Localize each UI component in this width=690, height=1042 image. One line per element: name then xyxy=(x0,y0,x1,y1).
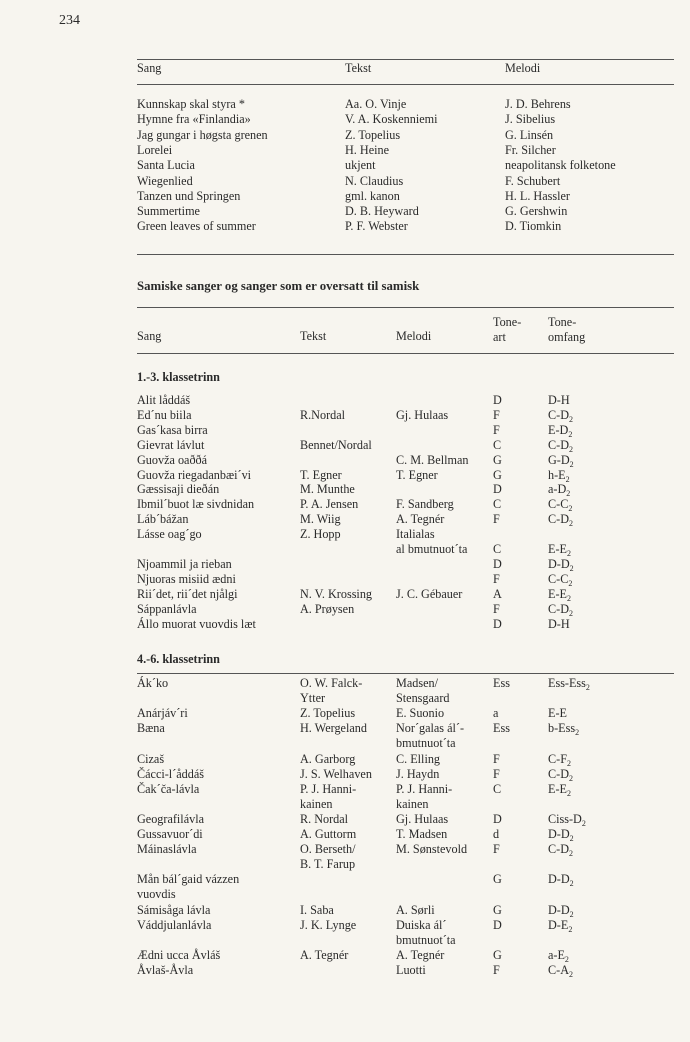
key: F xyxy=(493,512,500,527)
table2-header-text: Tekst xyxy=(300,329,327,343)
table2-header-key-line1: Tone- xyxy=(493,315,522,329)
song-title: Anárjáv´ri xyxy=(137,706,188,721)
tone-range xyxy=(548,812,586,827)
lyricist: N. V. Krossing xyxy=(300,586,373,601)
tone-range xyxy=(548,918,572,933)
tone-range xyxy=(548,948,569,963)
composer: G. Gershwin xyxy=(505,204,568,219)
key: G xyxy=(493,467,502,482)
composer: Gj. Hulaas xyxy=(396,407,449,422)
tone-range xyxy=(548,542,571,557)
song-title: Green leaves of summer xyxy=(137,219,256,234)
tone-range-text: C-D xyxy=(548,842,569,857)
tone-range xyxy=(548,438,573,453)
table2-header-key-line2: art xyxy=(493,330,506,344)
table-row xyxy=(0,393,690,408)
table-row xyxy=(0,189,690,204)
tone-range-subscript: 2 xyxy=(568,504,573,514)
lyricist: A. Guttorm xyxy=(300,827,357,841)
tone-range-text: b-Ess xyxy=(548,721,576,736)
table-row xyxy=(0,918,690,933)
tone-range-text: C-D xyxy=(548,766,569,781)
tone-range-text: D-D xyxy=(548,872,570,887)
lyricist: Z. Topelius xyxy=(345,127,401,142)
table1-bottom-rule xyxy=(137,254,674,255)
composer: F. Schubert xyxy=(505,173,561,188)
song-title: Máinaslávla xyxy=(137,842,197,857)
tone-range-text: Ciss-D xyxy=(548,811,582,826)
table-row xyxy=(0,453,690,468)
tone-range-subscript: 2 xyxy=(566,758,571,768)
lyricist: Aa. O. Vinje xyxy=(345,97,407,111)
lyricist: A. Prøysen xyxy=(300,601,355,616)
lyricist: H. Heine xyxy=(345,142,389,157)
key: F xyxy=(493,601,500,616)
composer: kainen xyxy=(396,796,429,811)
table2-top-rule xyxy=(137,307,674,308)
composer: Nor´galas ál´- xyxy=(396,721,465,736)
table-row xyxy=(0,782,690,797)
tone-range xyxy=(548,512,573,527)
lyricist: M. Munthe xyxy=(300,482,355,497)
table-row xyxy=(0,204,690,219)
lyricist: A. Tegnér xyxy=(300,947,349,962)
table2-header-range-line2: omfang xyxy=(548,330,586,344)
tone-range-text: C-C xyxy=(548,571,569,586)
lyricist: N. Claudius xyxy=(345,173,404,188)
tone-range xyxy=(548,602,573,617)
key: G xyxy=(493,452,502,467)
tone-range-text: C-C xyxy=(548,497,569,512)
table2-header-rule xyxy=(137,353,674,354)
lyricist: M. Wiig xyxy=(300,512,341,527)
table-row xyxy=(0,482,690,497)
tone-range-text: G-D xyxy=(548,452,570,467)
tone-range-text: E-E xyxy=(548,706,567,721)
table-row xyxy=(0,557,690,572)
table-row xyxy=(0,542,690,557)
tone-range xyxy=(548,842,573,857)
table-row xyxy=(0,676,690,691)
composer: Luotti xyxy=(396,962,426,977)
table-row xyxy=(0,797,690,812)
tone-range-text: C-D xyxy=(548,437,569,452)
song-title: Kunnskap skal styra * xyxy=(137,97,245,111)
tone-range-subscript: 2 xyxy=(569,879,574,889)
table-row xyxy=(0,158,690,173)
song-title: Cizaš xyxy=(137,751,165,766)
table-row xyxy=(0,408,690,423)
table1-header-melody: Melodi xyxy=(505,61,541,75)
song-title: Mån bál´gaid vázzen xyxy=(137,872,240,887)
tone-range xyxy=(548,393,570,408)
composer: A. Tegnér xyxy=(396,512,445,527)
tone-range-subscript: 2 xyxy=(569,519,573,529)
table-row xyxy=(0,587,690,602)
table-row xyxy=(0,468,690,483)
table1-header-song: Sang xyxy=(137,61,162,75)
composer: F. Sandberg xyxy=(396,497,454,512)
composer: Fr. Silcher xyxy=(505,142,556,157)
tone-range xyxy=(548,453,574,468)
key: D xyxy=(493,616,502,631)
composer: D. Tiomkin xyxy=(505,219,562,234)
key: D xyxy=(493,811,502,826)
tone-range-subscript: 2 xyxy=(569,773,573,783)
song-title: Láb´bážan xyxy=(137,512,189,527)
tone-range xyxy=(548,557,574,572)
tone-range-subscript: 2 xyxy=(569,608,573,618)
table-row xyxy=(0,602,690,617)
song-title: Bæna xyxy=(137,721,165,736)
composer: H. L. Hassler xyxy=(505,188,570,203)
key: C xyxy=(493,542,502,556)
tone-range-text: C-F xyxy=(548,751,567,766)
lyricist: H. Wergeland xyxy=(300,721,367,736)
key: d xyxy=(493,827,500,841)
composer: J. C. Gébauer xyxy=(396,586,463,601)
table1-header-rule xyxy=(137,84,674,85)
table-row xyxy=(0,903,690,918)
tone-range xyxy=(548,468,570,483)
song-title: Tanzen und Springen xyxy=(137,188,241,203)
song-title: Ák´ko xyxy=(137,676,169,690)
song-title: Ibmil´buot læ sivdnidan xyxy=(137,497,255,512)
tone-range-text: C-D xyxy=(548,601,569,616)
composer: A. Sørli xyxy=(396,902,435,917)
song-title: Santa Lucia xyxy=(137,158,195,173)
table-row xyxy=(0,497,690,512)
song-title: Geografilávla xyxy=(137,811,204,826)
song-title: Summertime xyxy=(137,204,200,219)
song-title: Állo muorat vuovdis læt xyxy=(137,616,256,631)
table-row xyxy=(0,767,690,782)
tone-range xyxy=(548,752,571,767)
composer: T. Egner xyxy=(396,467,438,482)
tone-range xyxy=(548,963,573,978)
lyricist: ukjent xyxy=(345,158,376,173)
table2-header-range-line1: Tone- xyxy=(548,315,577,329)
lyricist: D. B. Heyward xyxy=(345,204,419,219)
table-row xyxy=(0,527,690,542)
song-title: Gussavuor´di xyxy=(137,827,203,841)
lyricist: O. Berseth/ xyxy=(300,842,356,857)
composer: Stensgaard xyxy=(396,691,450,706)
lyricist: B. T. Farup xyxy=(300,857,356,872)
song-title: Váddjulanlávla xyxy=(137,917,212,932)
table-row xyxy=(0,857,690,872)
composer: Duiska ál´ xyxy=(396,917,447,932)
song-title: Hymne fra «Finlandia» xyxy=(137,112,251,127)
table-row xyxy=(0,721,690,736)
tone-range-text: D-H xyxy=(548,393,570,407)
tone-range-text: D-E xyxy=(548,917,569,932)
lyricist: P. A. Jensen xyxy=(300,497,359,512)
song-title: Lásse oag´go xyxy=(137,527,202,542)
table-row xyxy=(0,887,690,902)
lyricist: T. Egner xyxy=(300,467,342,482)
composer: T. Madsen xyxy=(396,827,448,841)
song-title: Ed´nu biila xyxy=(137,407,192,422)
tone-range-subscript: 2 xyxy=(569,834,574,843)
tone-range-text: E-E xyxy=(548,542,567,556)
table-row xyxy=(0,872,690,887)
lyricist: V. A. Koskenniemi xyxy=(345,112,438,127)
key: a xyxy=(493,706,499,721)
song-title: Guovža riegadanbæi´vi xyxy=(137,467,252,482)
song-title: Jag gungar i høgsta grenen xyxy=(137,127,268,142)
lyricist: kainen xyxy=(300,796,333,811)
song-title: Gæssisaji dieðán xyxy=(137,482,220,497)
table-row xyxy=(0,963,690,978)
tone-range-subscript: 2 xyxy=(568,578,573,588)
key: F xyxy=(493,766,500,781)
tone-range xyxy=(548,767,573,782)
song-title: Gas´kasa birra xyxy=(137,422,208,437)
tone-range xyxy=(548,617,570,632)
tone-range-text: D-D xyxy=(548,556,570,571)
song-title: Wiegenlied xyxy=(137,173,193,188)
tone-range xyxy=(548,423,572,438)
tone-range-text: C-A xyxy=(548,962,569,977)
composer: J. D. Behrens xyxy=(505,97,571,111)
song-title: Sáppanlávla xyxy=(137,601,197,616)
table-row xyxy=(0,219,690,234)
tone-range-subscript: 2 xyxy=(566,788,571,798)
table2-mid-rule xyxy=(137,673,674,674)
song-title: Rii´det, rii´det njålgi xyxy=(137,586,238,601)
key: C xyxy=(493,781,502,796)
lyricist: gml. kanon xyxy=(345,188,400,203)
composer: bmutnuot´ta xyxy=(396,932,456,947)
lyricist: A. Garborg xyxy=(300,751,356,766)
table2-header-song: Sang xyxy=(137,329,162,343)
tone-range-text: E-E xyxy=(548,781,567,796)
tone-range-subscript: 2 xyxy=(569,414,573,424)
tone-range xyxy=(548,408,573,423)
tone-range xyxy=(548,706,567,721)
tone-range-text: E-D xyxy=(548,422,569,437)
lyricist: R. Nordal xyxy=(300,811,349,826)
tone-range xyxy=(548,572,572,587)
tone-range xyxy=(548,903,574,918)
song-title: Čak´ča-lávla xyxy=(137,781,200,796)
tone-range-subscript: 2 xyxy=(569,563,574,573)
lyricist: Ytter xyxy=(300,691,326,706)
composer: Gj. Hulaas xyxy=(396,811,449,826)
song-title: Gievrat lávlut xyxy=(137,437,205,452)
composer: Italialas xyxy=(396,527,435,542)
table-row xyxy=(0,948,690,963)
song-title: Sámisåga lávla xyxy=(137,902,211,917)
tone-range-subscript: 2 xyxy=(585,683,590,692)
key: F xyxy=(493,407,500,422)
table-row xyxy=(0,423,690,438)
song-title: Čácci-l´åddáš xyxy=(137,766,204,781)
table1-top-rule xyxy=(137,59,674,60)
tone-range xyxy=(548,497,572,512)
tone-range-subscript: 2 xyxy=(569,969,573,979)
lyricist: O. W. Falck- xyxy=(300,676,363,690)
tone-range xyxy=(548,827,574,842)
composer: bmutnuot´ta xyxy=(396,736,456,751)
table-row xyxy=(0,512,690,527)
composer: G. Linsén xyxy=(505,127,554,142)
table-row xyxy=(0,842,690,857)
tone-range-text: D-D xyxy=(548,902,570,917)
song-title: Guovža oaððá xyxy=(137,452,208,467)
table2-header-melody: Melodi xyxy=(396,329,432,343)
key: G xyxy=(493,947,502,962)
composer: neapolitansk folketone xyxy=(505,158,616,173)
key: C xyxy=(493,497,502,512)
tone-range-text: E-E xyxy=(548,586,567,601)
tone-range xyxy=(548,721,579,736)
page-number: 234 xyxy=(59,13,80,28)
lyricist: P. J. Hanni- xyxy=(300,781,357,796)
key: Ess xyxy=(493,721,510,736)
tone-range-subscript: 2 xyxy=(569,459,574,469)
key: D xyxy=(493,917,502,932)
composer: A. Tegnér xyxy=(396,947,445,962)
tone-range-text: C-D xyxy=(548,407,569,422)
table-row xyxy=(0,691,690,706)
tone-range xyxy=(548,482,570,497)
key: D xyxy=(493,556,502,571)
table1-header-text: Tekst xyxy=(345,61,372,75)
tone-range-text: D-H xyxy=(548,616,570,631)
tone-range-subscript: 2 xyxy=(564,954,569,964)
lyricist: P. F. Webster xyxy=(345,219,408,234)
key: Ess xyxy=(493,676,510,690)
group-title-1-3: 1.-3. klassetrinn xyxy=(137,370,220,384)
tone-range-subscript: 2 xyxy=(565,474,570,484)
lyricist: J. S. Welhaven xyxy=(300,766,372,781)
lyricist: J. K. Lynge xyxy=(300,917,357,932)
song-title: Åvlaš-Åvla xyxy=(137,962,194,977)
song-title: vuovdis xyxy=(137,887,176,902)
key: F xyxy=(493,422,500,437)
tone-range-subscript: 2 xyxy=(566,489,571,499)
table-row xyxy=(0,112,690,127)
table-row xyxy=(0,736,690,751)
tone-range-subscript: 2 xyxy=(575,728,580,738)
tone-range-subscript: 2 xyxy=(569,849,573,859)
song-title: Njoammil ja rieban xyxy=(137,556,232,571)
composer: C. M. Bellman xyxy=(396,452,469,467)
key: F xyxy=(493,842,500,857)
table-row xyxy=(0,572,690,587)
tone-range-subscript: 2 xyxy=(566,549,571,558)
tone-range-subscript: 2 xyxy=(569,444,573,454)
section-title: Samiske sanger og sanger som er oversatt til samisk xyxy=(137,279,420,293)
table-row xyxy=(0,827,690,842)
lyricist: Z. Topelius xyxy=(300,706,356,721)
lyricist: Z. Hopp xyxy=(300,527,341,542)
song-title: Njuoras misiid ædni xyxy=(137,571,236,586)
table-row xyxy=(0,143,690,158)
table-row xyxy=(0,97,690,112)
key: F xyxy=(493,751,500,766)
key: D xyxy=(493,393,502,407)
table-row xyxy=(0,752,690,767)
key: C xyxy=(493,437,502,452)
tone-range xyxy=(548,676,590,691)
key: F xyxy=(493,962,500,977)
composer: al bmutnuot´ta xyxy=(396,542,468,556)
composer: J. Sibelius xyxy=(505,112,556,127)
tone-range-text: h-E xyxy=(548,467,566,482)
table-row xyxy=(0,933,690,948)
composer: Madsen/ xyxy=(396,676,438,690)
table-row xyxy=(0,706,690,721)
tone-range-text: a-D xyxy=(548,482,567,497)
tone-range-subscript: 2 xyxy=(566,593,571,603)
lyricist: R.Nordal xyxy=(300,407,346,422)
composer: J. Haydn xyxy=(396,766,440,781)
tone-range-subscript: 2 xyxy=(568,429,573,439)
tone-range-text: D-D xyxy=(548,827,570,841)
tone-range-text: C-D xyxy=(548,512,569,527)
composer: P. J. Hanni- xyxy=(396,781,453,796)
tone-range xyxy=(548,872,574,887)
composer: M. Sønstevold xyxy=(396,842,468,857)
group-title-4-6: 4.-6. klassetrinn xyxy=(137,652,220,666)
tone-range-text: Ess-Ess xyxy=(548,676,586,690)
tone-range-subscript: 2 xyxy=(581,818,586,828)
table-row xyxy=(0,128,690,143)
table-row xyxy=(0,812,690,827)
key: G xyxy=(493,872,502,887)
tone-range-subscript: 2 xyxy=(568,924,573,934)
song-title: Ædni ucca Åvláš xyxy=(137,947,221,962)
table-row xyxy=(0,617,690,632)
song-title: Lorelei xyxy=(137,142,173,157)
song-title: Alit låddáš xyxy=(137,393,191,407)
key: F xyxy=(493,571,500,586)
tone-range-subscript: 2 xyxy=(569,909,574,919)
tone-range-text: a-E xyxy=(548,947,565,962)
table-row xyxy=(0,174,690,189)
key: G xyxy=(493,902,502,917)
lyricist: Bennet/Nordal xyxy=(300,437,372,452)
lyricist: I. Saba xyxy=(300,902,334,917)
key: D xyxy=(493,482,502,497)
tone-range xyxy=(548,587,571,602)
table-row xyxy=(0,438,690,453)
tone-range xyxy=(548,782,571,797)
key: A xyxy=(493,586,502,601)
composer: C. Elling xyxy=(396,751,441,766)
composer: E. Suonio xyxy=(396,706,445,721)
